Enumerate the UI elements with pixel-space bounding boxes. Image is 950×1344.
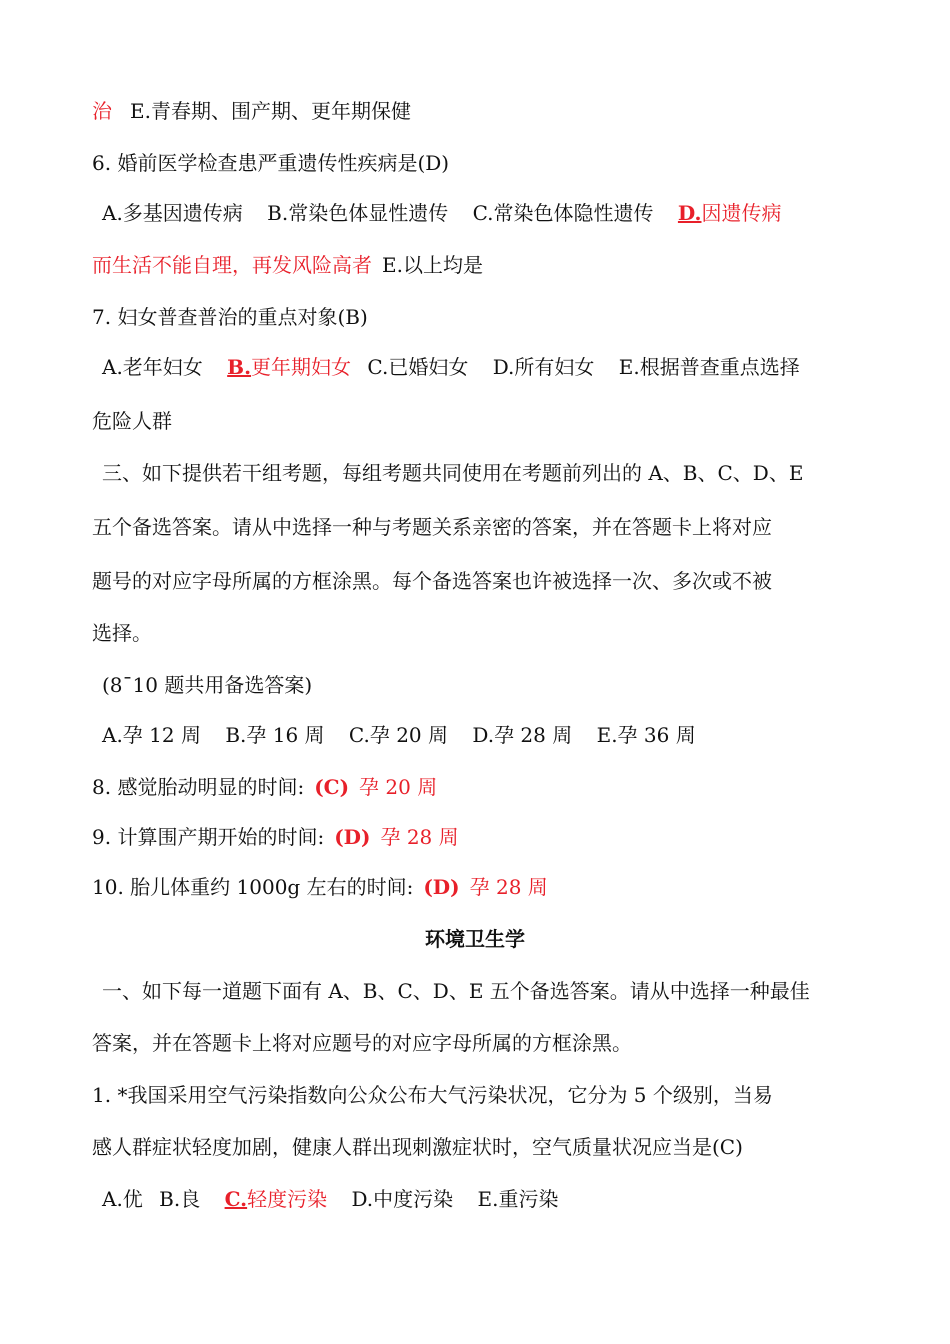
- option-e: E.重污染: [477, 1187, 559, 1211]
- option-d-text: 因遗传病: [701, 201, 782, 225]
- question-6-options-cont: [92, 250, 870, 280]
- section-heading: 环境卫生学: [425, 927, 525, 951]
- question-8: 8. 感觉胎动明显的时间: (C) 孕 20 周: [92, 775, 438, 799]
- section-3-instruction-1: 三、如下提供若干组考题，每组考题共同使用在考题前列出的 A、B、C、D、E: [102, 461, 804, 485]
- answer-text: 孕 20 周: [359, 775, 438, 799]
- option-c-text: 轻度污染: [247, 1187, 328, 1211]
- question-6: 6. 婚前医学检查患严重遗传性疾病是(D): [92, 151, 450, 175]
- env-question-1-options: [102, 1184, 870, 1214]
- option-c: C.孕 20 周: [348, 723, 449, 747]
- option-a: A.老年妇女: [102, 355, 203, 379]
- option-b: B.良: [159, 1187, 201, 1211]
- option-b: B.常染色体显性遗传: [267, 201, 449, 225]
- option-d: D.所有妇女: [492, 355, 595, 379]
- section-1-instruction-1: 一、如下每一道题下面有 A、B、C、D、E 五个备选答案。请从中选择一种最佳: [102, 979, 810, 1003]
- env-question-1-line-2: 感人群症状轻度加剧，健康人群出现刺激症状时，空气质量状况应当是(C): [92, 1135, 743, 1159]
- option-b-text: 更年期妇女: [251, 355, 352, 379]
- section-3-instruction-2: 五个备选答案。请从中选择一种与考题关系亲密的答案，并在答题卡上将对应: [92, 515, 772, 539]
- option-d: D.中度污染: [351, 1187, 454, 1211]
- option-d-continuation: 而生活不能自理，再发风险高者: [92, 253, 372, 277]
- shared-options-note: (8¯10 题共用备选答案): [102, 673, 313, 697]
- question-6-options: [102, 198, 870, 228]
- option-c-letter: C.: [224, 1187, 248, 1211]
- question-9: 9. 计算围产期开始的时间: (D) 孕 28 周: [92, 825, 459, 849]
- answer-text: 孕 28 周: [380, 825, 459, 849]
- section-3-instruction-4: 选择。: [92, 621, 152, 645]
- question-7: 7. 妇女普查普治的重点对象(B): [92, 305, 368, 329]
- section-3-instruction-3: 题号的对应字母所属的方框涂黑。每个备选答案也许被选择一次、多次或不被: [92, 569, 772, 593]
- option-d: D.孕 28 周: [472, 723, 573, 747]
- option-b-letter: B.: [227, 355, 252, 379]
- option-e: E.以上均是: [382, 253, 483, 277]
- answer-letter: (D): [334, 825, 371, 849]
- answer-letter: (C): [314, 775, 350, 799]
- answer-letter: (D): [423, 875, 460, 899]
- option-e: E.孕 36 周: [596, 723, 696, 747]
- option-a: A.优: [102, 1187, 143, 1211]
- option-d-letter: D.: [677, 201, 702, 225]
- answer-text: 孕 28 周: [469, 875, 548, 899]
- option-e: E.根据普查重点选择: [618, 355, 800, 379]
- option-b: B.孕 16 周: [225, 723, 325, 747]
- question-7-options-cont: 危险人群: [92, 409, 172, 433]
- option-a: A.孕 12 周: [102, 723, 201, 747]
- answer-continuation: 治: [92, 99, 112, 123]
- line-1: [92, 96, 870, 126]
- question-7-options: [102, 352, 870, 382]
- section-1-instruction-2: 答案，并在答题卡上将对应题号的对应字母所属的方框涂黑。: [92, 1031, 632, 1055]
- option-c: C.已婚妇女: [367, 355, 469, 379]
- option-a: A.多基因遗传病: [102, 201, 243, 225]
- env-question-1-line-1: 1. *我国采用空气污染指数向公众公布大气污染状况，它分为 5 个级别，当易: [92, 1083, 773, 1107]
- question-10: 10. 胎儿体重约 1000g 左右的时间: (D) 孕 28 周: [92, 875, 548, 899]
- option-text: E.青春期、围产期、更年期保健: [130, 99, 411, 123]
- option-c: C.常染色体隐性遗传: [472, 201, 654, 225]
- shared-options: [102, 720, 870, 750]
